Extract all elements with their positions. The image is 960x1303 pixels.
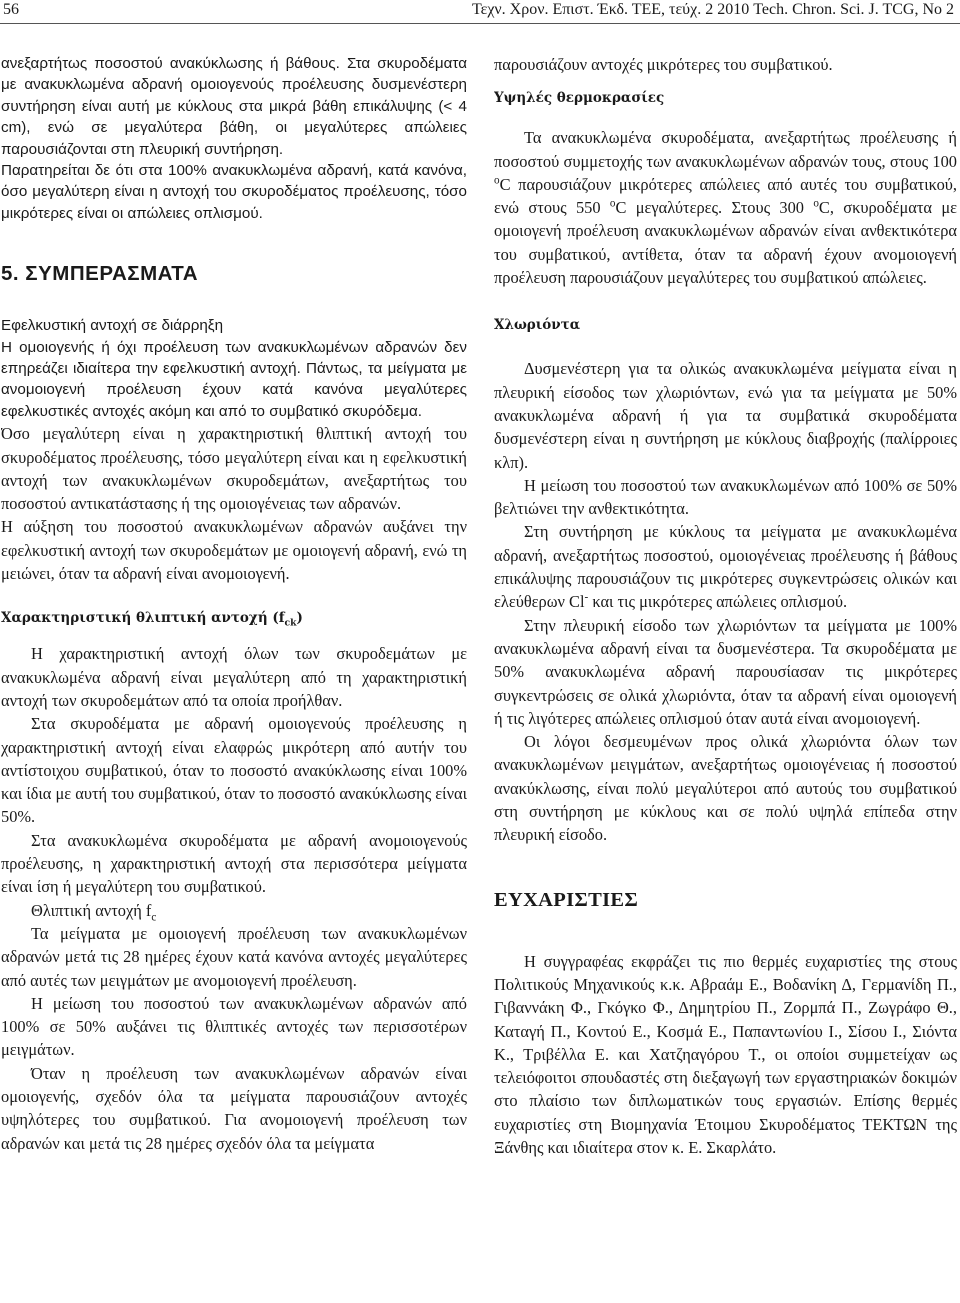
subheading-high-temperatures: Υψηλές θερμοκρασίες (494, 90, 665, 107)
right-column (494, 53, 957, 1303)
paragraph: Τα μείγματα με ομοιογενή προέλευση των ανακυκλωμένων αδρανών μετά τις 28 ημέρες έχουν κατά κανόνα αντοχές μεγαλύτερες από αυτές των μειγμάτων με ανομοιογενή προέλευση. (1, 923, 467, 990)
paragraph: Η ομοιογενής ή όχι προέλευση των ανακυκλωμένων αδρανών δεν επηρεάζει ιδιαίτερα την εφελκυστική αντοχή. Πάντως, τα μείγματα με ανομοιογενή προέλευση έχουν κατά κανόνα μεγαλύτερες εφελκυστικές αντοχές ακόμη και από το συμβατικό σκυρόδεμα. (1, 338, 467, 420)
subheading-tensile-strength: Εφελκυστική αντοχή σε διάρρηξη (1, 317, 224, 335)
paragraph: Η αύξηση του ποσοστού ανακυκλωμένων αδρανών αυξάνει την εφελκυστική αντοχή των σκυροδεμάτων με ομοιογενή αδρανή, ενώ τη μειώνει, όταν τα αδρανή είναι ανομοιογενή. (1, 517, 467, 584)
paragraph: Η μείωση του ποσοστού των ανακυκλωμένων από 100% σε 50% βελτιώνει την ανθεκτικότητα. (494, 475, 957, 519)
header-rule (0, 23, 960, 24)
running-header (0, 0, 960, 22)
section-heading-acknowledgements: ΕΥΧΑΡΙΣΤΙΕΣ (494, 888, 639, 911)
paragraph: παρουσιάζουν αντοχές μικρότερες του συμβατικού. (494, 55, 833, 74)
paragraph: Η μείωση του ποσοστού των ανακυκλωμένων αδρανών από 100% σε 50% αυξάνει τις θλιπτικές αντοχές των περισσοτέρων μειγμάτων. (1, 993, 467, 1060)
paragraph: Στα σκυροδέματα με αδρανή ομοιογενούς προέλευσης η χαρακτηριστική αντοχή είναι ελαφρώς μικρότερη από αυτήν του αντίστοιχου συμβατικού, όταν το ποσοστό ανακύκλωσης είναι 100% και ίδια με αυτή του συμβατικού, όταν το ποσοστό ανακύκλωσης είναι 50%. (1, 714, 467, 827)
paragraph: Όσο μεγαλύτερη είναι η χαρακτηριστική θλιπτική αντοχή του σκυροδέματος προέλευσης, τόσο μεγαλύτερη είναι και η εφελκυστική αντοχή των ανακυκλωμένων σκυροδεμάτων, ανεξαρτήτως του ποσοστού αντικατάστασης ή της ομοιογένειας των αδρανών. (1, 424, 467, 514)
paragraph: Όταν η προέλευση των ανακυκλωμένων αδρανών είναι ομοιογενής, σχεδόν όλα τα μείγματα παρουσιάζουν αντοχές υψηλότερες του συμβατικού. Για ανομοιογενή προέλευση των αδρανών και μετά τις 28 ημέρες σχεδόν όλα τα μείγματα (1, 1063, 467, 1153)
journal-citation: Τεχν. Χρον. Επιστ. Έκδ. ΤΕΕ, τεύχ. 2 2010 Tech. Chron. Sci. J. TCG, No 2 (471, 1, 954, 18)
paragraph: Παρατηρείται δε ότι στα 100% ανακυκλωμένα αδρανή, κατά κανόνα, όσο μεγαλύτερη είναι η αντοχή του σκυροδέματος προέλευσης, τόσο μικρότερες είναι οι απώλειες οπλισμού. (1, 162, 467, 222)
subheading-chlorides: Χλωριόντα (494, 317, 581, 334)
paragraph: Η συγγραφέας εκφράζει τις πιο θερμές ευχαριστίες της στους Πολιτικούς Μηχανικούς κ.κ. Αβραάμ Ε., Βοδανίκη Δ, Γερμανίδη Π., Γιβαννάκη Φ., Γκόγκο Φ., Δημητρίου Π., Ζορμπά Π., Ζωγράφο Θ., Καταγή Π., Κοντού Ε., Κοσμά Ε., Παπαντωνίου Ι., Σίσου Ι., Σιόντα Κ., Τριβέλλα Ε. και Χατζηαγόρου Τ., οι οποίοι συμμετείχαν ως τελειόφοιτοι σπουδαστές στη διεξαγωγή των εργαστηριακών δοκιμών στο πλαίσιο των διπλωματικών τους εργασιών. Επίσης θερμές ευχαριστίες στη Βιομηχανία Έτοιμου Σκυροδέματος ΤΕΚΤΩΝ της Ξάνθης και ιδιαίτερα στον κ. Ε. Σκαρλάτο. (494, 951, 957, 1157)
paragraph: Στην πλευρική είσοδο των χλωριόντων τα μείγματα με 100% ανακυκλωμένα αδρανή είναι τα δυσμενέστερα. Τα σκυροδέματα με 50% ανακυκλωμένα αδρανή παρουσίασαν τις μικρότερες συγκεντρώσεις σε ολικά χλωριόντα, όταν τα αδρανή είναι ομοιογενή ή τις λιγότερες απώλειες οπλισμού όταν αυτά είναι ανομοιογενή. (494, 615, 957, 728)
paragraph: Στη συντήρηση με κύκλους τα μείγματα με ανακυκλωμένα αδρανή, ανεξαρτήτως ποσοστού, ομοιογένειας προέλευσης ή βάθους επικάλυψης παρουσιάζουν τις μικρότερες συγκεντρώσεις ολικών και ελεύθερων Cl- και τις μικρότερες απώλειες οπλισμού. (494, 522, 957, 612)
section-heading-conclusions: 5. ΣΥΜΠΕΡΑΣΜΑΤΑ (1, 262, 199, 286)
left-column (1, 53, 467, 1303)
paragraph: Δυσμενέστερη για τα ολικώς ανακυκλωμένα μείγματα είναι η πλευρική είσοδος των χλωριόντων, ενώ για τα μείγματα με 50% ανακυκλωμένα αδρανή ή για τα συμβατικά σκυροδέματα δυσμενέστερη είναι η συντήρηση με κύκλους διαβροχής (παλίρροιες κλπ). (494, 359, 957, 472)
subheading-characteristic-strength: Χαρακτηριστική θλιπτική αντοχή $(f_{ck})$ (1, 610, 303, 630)
paragraph: Η χαρακτηριστική αντοχή όλων των σκυροδεμάτων με ανακυκλωμένα αδρανή είναι μεγαλύτερη από τη χαρακτηριστική αντοχή των σκυροδεμάτων από τα οποία προήλθαν. (1, 644, 467, 710)
paragraph: Τα ανακυκλωμένα σκυροδέματα, ανεξαρτήτως προέλευσης ή ποσοστού συμμετοχής των ανακυκλωμένων αδρανών τους, στους 100 $^o$C παρουσιάζουν μικρότερες απώλειες από αυτές του συμβατικού, ενώ στους 550 $^o$C μεγαλύτερες. Στους 300 $^o$C, σκυροδέματα με ομοιογενή προέλευση ανακυκλωμένων αδρανών είναι ανθεκτικότερα του συμβατικού, αντίθετα, όταν τα αδρανή έχουν ανομοιογενή προέλευση παρουσιάζουν μεγαλύτερες του συμβατικού απώλειες. (494, 128, 957, 288)
paragraph: Στα ανακυκλωμένα σκυροδέματα με αδρανή ανομοιογενούς προέλευσης, η χαρακτηριστική αντοχή στα περισσότερα μείγματα είναι ίση ή μεγαλύτερη του συμβατικού. (1, 830, 467, 897)
subheading-compressive-strength: Θλιπτική αντοχή $f_c$ (31, 900, 157, 923)
paragraph: ανεξαρτήτως ποσοστού ανακύκλωσης ή βάθους. Στα σκυροδέματα με ανακυκλωμένα αδρανή ομοιογενούς προέλευσης δυσμενέστερη συντήρηση είναι αυτή με κύκλους στα μικρά βάθη επικάλυψης (< 4 cm), ενώ σε μεγαλύτερα βάθη, οι μεγαλύτερες απώλειες παρουσιάζονται στη πλευρική συντήρηση. (1, 55, 467, 158)
paragraph: Οι λόγοι δεσμευμένων προς ολικά χλωριόντα όλων των ανακυκλωμένων μειγμάτων, ανεξαρτήτως ομοιογένειας ή ποσοστού ανακύκλωσης, είναι πολύ μεγαλύτεροι από αυτούς του συμβατικού στη συντήρηση με κύκλους και σε πολύ υψηλά επίπεδα στην πλευρική είσοδο. (494, 732, 957, 845)
page-number: 56 (3, 1, 19, 18)
